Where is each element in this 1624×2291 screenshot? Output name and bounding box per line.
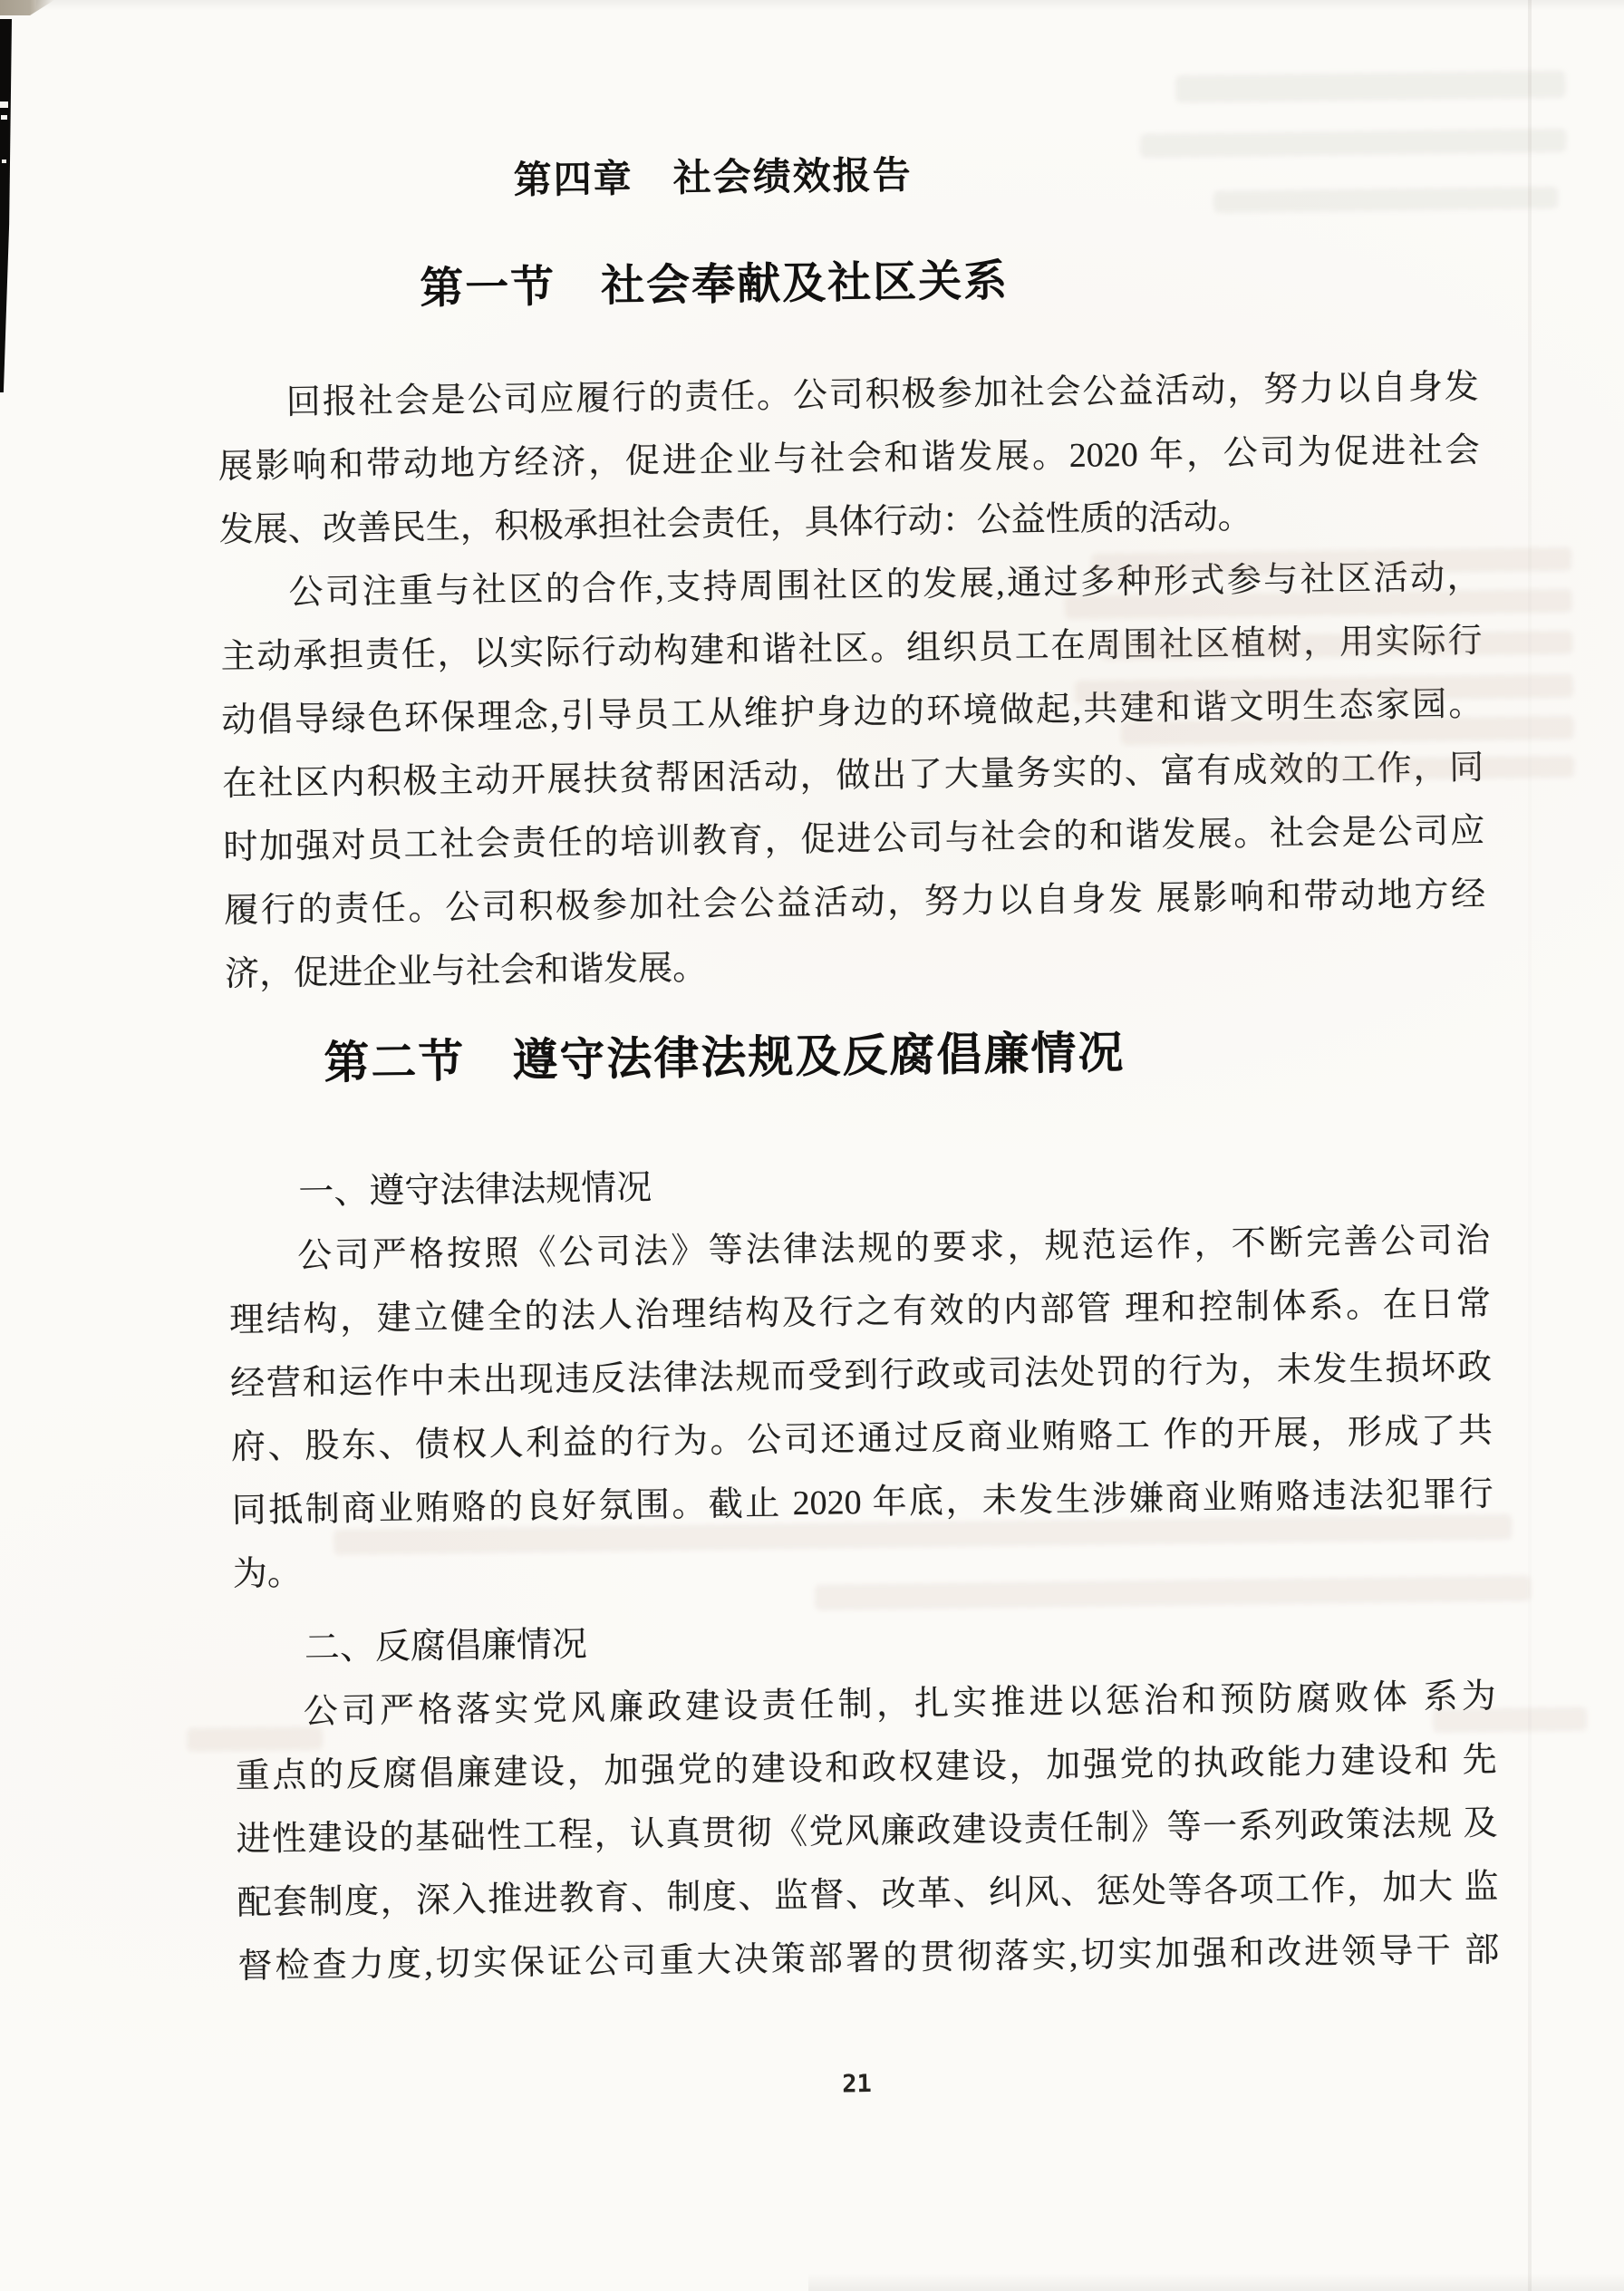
bleed-through-artifact: [187, 1726, 323, 1752]
text-line: 在社区内积极主动开展扶贫帮困活动，做出了大量务实的、富有成效的工作，同: [222, 749, 1484, 804]
text-line: 同抵制商业贿赂的良好氛围。截止 2020 年底，未发生涉嫌商业贿赂违法犯罪行: [231, 1474, 1494, 1531]
text-line: 回报社会是公司应履行的责任。公司积极参加社会公益活动，努力以自身发: [285, 368, 1480, 422]
text-line: 府、股东、债权人利益的行为。公司还通过反商业贿赂工 作的开展，形成了共: [230, 1412, 1494, 1467]
text-line: 履行的责任。公司积极参加社会公益活动，努力以自身发 展影响和带动地方经: [223, 875, 1486, 931]
text-line: 公司严格落实党风廉政建设责任制，扎实推进以惩治和预防腐败体 系为: [303, 1677, 1496, 1732]
chapter-heading: 第四章 社会绩效报告: [513, 153, 913, 202]
bleed-through-artifact: [1433, 1707, 1587, 1733]
text-line: 公司注重与社区的合作,支持周围社区的发展,通过多种形式参与社区活动，: [288, 558, 1482, 613]
bleed-through-artifact: [1275, 756, 1574, 781]
text-line: 重点的反腐倡廉建设，加强党的建设和政权建设，加强党的执政能力建设和 先: [235, 1740, 1497, 1796]
text-line: 经营和运作中未出现违反法律法规而受到行政或司法处罚的行为，未发生损坏政: [229, 1348, 1493, 1404]
text-line: 配套制度，深入推进教育、制度、监督、改革、纠风、惩处等各项工作，加大 监: [237, 1867, 1499, 1923]
section-heading: 第二节 遵守法律法规及反腐倡廉情况: [324, 1027, 1126, 1088]
text-line: 督检查力度,切实保证公司重大决策部署的贯彻落实,切实加强和改进领导干 部: [237, 1930, 1500, 1986]
text-line: 理结构，建立健全的法人治理结构及行之有效的内部管 理和控制体系。在日常: [228, 1285, 1492, 1340]
bleed-through-artifact: [1175, 71, 1565, 103]
sub-heading: 二、反腐倡廉情况: [304, 1625, 588, 1668]
sub-heading: 一、遵守法律法规情况: [298, 1168, 652, 1213]
text-line: 济，促进企业与社会和谐发展。: [224, 949, 708, 994]
text-line: 为。: [232, 1554, 303, 1594]
text-line: 公司严格按照《公司法》等法律法规的要求，规范运作，不断完善公司治: [296, 1222, 1491, 1276]
text-line: 主动承担责任，以实际行动构建和谐社区。组织员工在周围社区植树，用实际行: [220, 622, 1483, 677]
text-line: 展影响和带动地方经济，促进企业与社会和谐发展。2020 年，公司为促进社会: [218, 431, 1480, 487]
paragraph: [234, 1665, 1499, 1998]
text-line: 动倡导绿色环保理念,引导员工从维护身边的环境做起,共建和谐文明生态家园。: [221, 685, 1484, 740]
paragraph: [217, 355, 1481, 562]
section-heading: 第一节 社会奉献及社区关系: [419, 256, 1010, 314]
text-line: 进性建设的基础性工程，认真贯彻《党风廉政建设责任制》等一系列政策法规 及: [236, 1803, 1498, 1860]
text-line: 时加强对员工社会责任的培训教育，促进公司与社会的和谐发展。社会是公司应: [223, 812, 1485, 867]
page-number: 21: [842, 2070, 872, 2099]
text-line: 发展、改善民生，积极承担社会责任，具体行动：公益性质的活动。: [218, 498, 1252, 550]
